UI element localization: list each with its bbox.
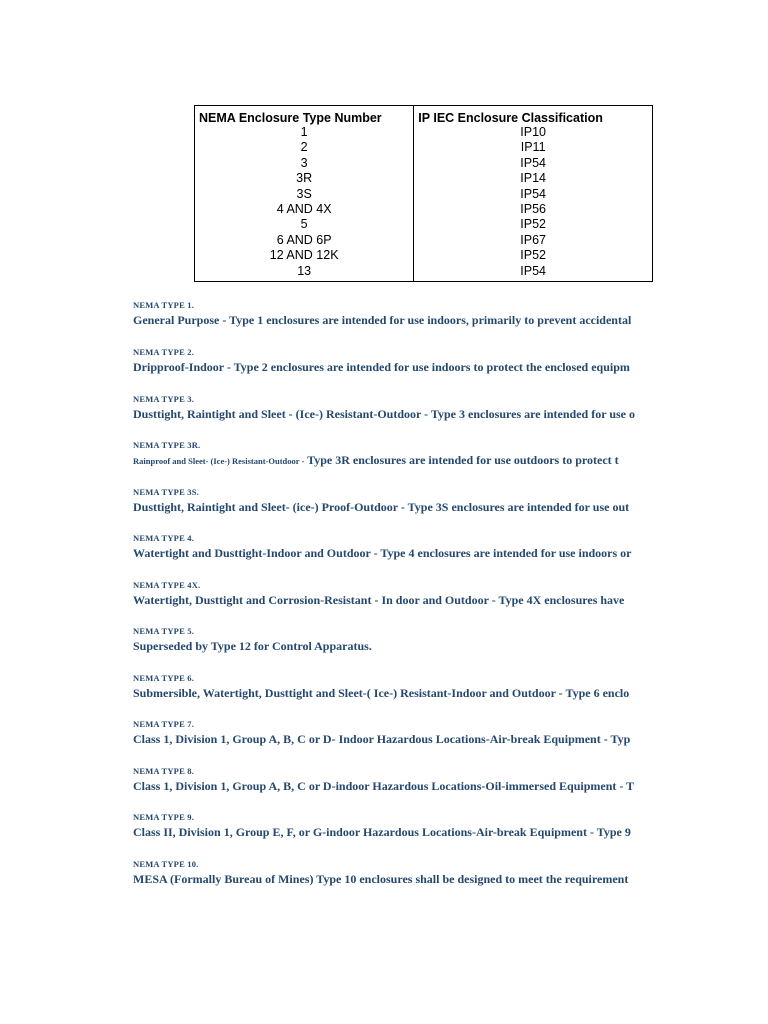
nema-type-cell: 3R	[195, 171, 414, 186]
table-header-row	[195, 106, 653, 126]
entry-heading: NEMA TYPE 4X.	[133, 580, 201, 590]
nema-type-descriptions	[133, 300, 654, 886]
nema-entry	[133, 440, 619, 469]
nema-type-cell: 13	[195, 264, 414, 282]
ip-class-cell: IP56	[520, 202, 546, 217]
ip-class-cell: IP52	[520, 248, 546, 263]
entry-text: Class 1, Division 1, Group A, B, C or D- Indoor Hazardous Locations-Air-break Equipment - Typ	[133, 732, 631, 746]
table-row	[195, 248, 653, 263]
entry-text: General Purpose - Type 1 enclosures are intended for use indoors, primarily to prevent accidental	[133, 313, 632, 327]
nema-entry	[133, 533, 632, 561]
entry-heading: NEMA TYPE 6.	[133, 673, 195, 683]
entry-text: Dusttight, Raintight and Sleet- (ice-) Proof-Outdoor - Type 3S enclosures are intended for use out	[133, 500, 630, 514]
entry-text-wrapper	[133, 452, 619, 469]
nema-entry	[133, 626, 372, 654]
ip-class-cell: IP10	[520, 125, 546, 139]
nema-ip-table	[194, 105, 653, 282]
entry-lead: Rainproof and Sleet- (Ice-) Resistant-Outdoor -	[133, 456, 305, 466]
nema-entry	[133, 766, 634, 794]
column-header-ip: IP IEC Enclosure Classification	[418, 111, 603, 125]
nema-entry	[133, 673, 629, 701]
nema-entry	[133, 859, 628, 887]
nema-entry	[133, 487, 629, 515]
ip-class-cell: IP54	[520, 155, 546, 170]
entry-text: Class 1, Division 1, Group A, B, C or D-indoor Hazardous Locations-Oil-immersed Equipment - T	[133, 779, 635, 793]
ip-class-cell: IP54	[520, 186, 546, 201]
nema-entry	[133, 580, 624, 608]
nema-entry	[133, 812, 631, 840]
nema-entry	[133, 347, 630, 375]
nema-type-cell: 5	[195, 217, 414, 232]
entry-heading: NEMA TYPE 10.	[133, 859, 199, 869]
ip-class-cell: IP14	[520, 171, 546, 186]
entry-heading: NEMA TYPE 1.	[133, 300, 195, 310]
entry-heading: NEMA TYPE 8.	[133, 766, 195, 776]
table-row	[195, 156, 653, 171]
nema-type-cell: 1	[195, 125, 414, 140]
table-row	[195, 125, 653, 140]
entry-text: Dusttight, Raintight and Sleet - (Ice-) Resistant-Outdoor - Type 3 enclosures are intended for use o	[133, 407, 635, 421]
nema-type-cell: 12 AND 12K	[195, 248, 414, 263]
entry-text: Dripproof-Indoor - Type 2 enclosures are intended for use indoors to protect the enclosed equipm	[133, 360, 630, 374]
table-row	[195, 171, 653, 186]
entry-heading: NEMA TYPE 7.	[133, 719, 195, 729]
entry-text: Superseded by Type 12 for Control Apparatus.	[133, 639, 372, 653]
entry-text: Class II, Division 1, Group E, F, or G-indoor Hazardous Locations-Air-break Equipment - Type 9	[133, 825, 631, 839]
table-row	[195, 140, 653, 155]
nema-type-cell: 3S	[195, 187, 414, 202]
nema-type-cell: 2	[195, 140, 414, 155]
table-row	[195, 187, 653, 202]
entry-heading: NEMA TYPE 2.	[133, 347, 195, 357]
ip-class-cell: IP52	[520, 217, 546, 232]
entry-heading: NEMA TYPE 3S.	[133, 487, 199, 497]
entry-text: Watertight and Dusttight-Indoor and Outdoor - Type 4 enclosures are intended for use indoors or	[133, 546, 632, 560]
entry-text: Type 3R enclosures are intended for use outdoors to protect t	[304, 453, 619, 467]
table-row	[195, 202, 653, 217]
nema-type-cell: 3	[195, 156, 414, 171]
column-header-nema: NEMA Enclosure Type Number	[195, 106, 414, 126]
entry-heading: NEMA TYPE 3.	[133, 394, 195, 404]
entry-heading: NEMA TYPE 9.	[133, 812, 195, 822]
ip-class-cell: IP11	[520, 140, 546, 155]
ip-class-cell: IP67	[520, 232, 546, 247]
nema-entry	[133, 300, 631, 328]
entry-heading: NEMA TYPE 3R.	[133, 440, 201, 450]
nema-type-cell: 4 AND 4X	[195, 202, 414, 217]
entry-text: MESA (Formally Bureau of Mines) Type 10 enclosures shall be designed to meet the requirement	[133, 872, 629, 886]
nema-entry	[133, 719, 630, 747]
table-row	[195, 217, 653, 232]
entry-text: Watertight, Dusttight and Corrosion-Resistant - In door and Outdoor - Type 4X enclosures have	[133, 593, 625, 607]
nema-type-cell: 6 AND 6P	[195, 233, 414, 248]
table-row	[195, 233, 653, 248]
entry-heading: NEMA TYPE 4.	[133, 533, 195, 543]
entry-heading: NEMA TYPE 5.	[133, 626, 195, 636]
ip-class-cell: IP54	[520, 263, 546, 278]
table-row	[195, 264, 653, 282]
entry-text: Submersible, Watertight, Dusttight and Sleet-( Ice-) Resistant-Indoor and Outdoor - Type 6 enclo	[133, 686, 630, 700]
nema-entry	[133, 394, 635, 422]
